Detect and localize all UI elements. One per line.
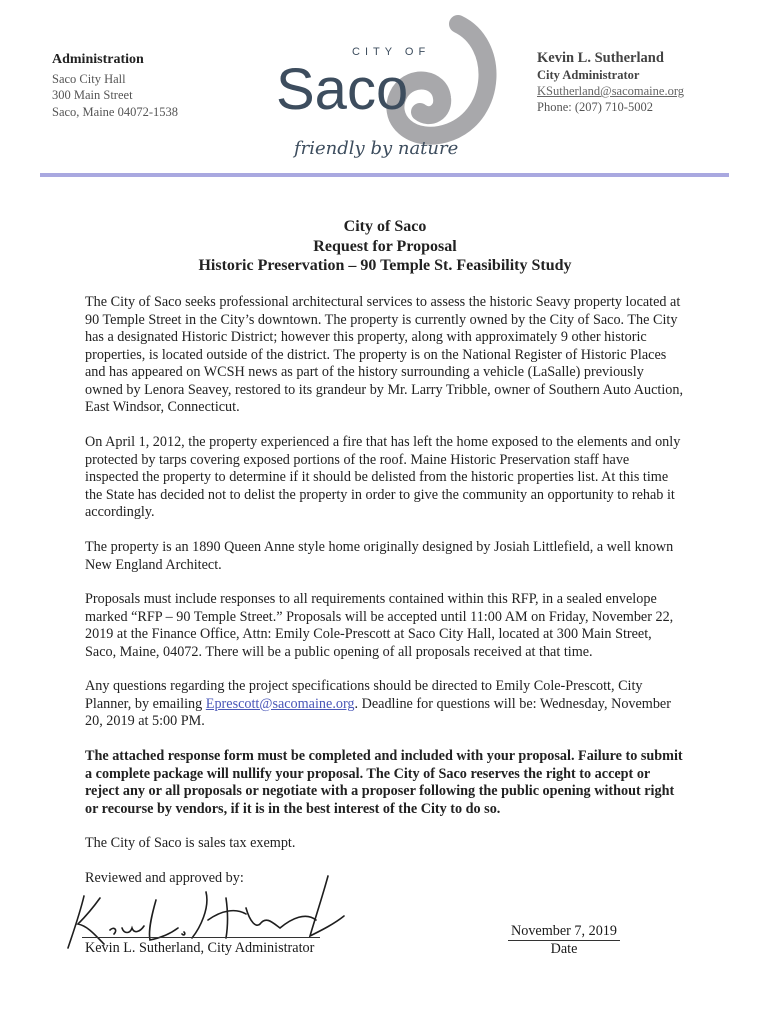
department-title: Administration (52, 52, 144, 67)
bold-notice-paragraph: The attached response form must be completed and included with your proposal. Failure to submit a complete package will nullify your proposal. The City of Saco reserves the right to accept or reject any or all proposals or negotiate with a proposer following the public opening without right or recourse by vendors, if it is in the best interest of the City to do so. (85, 748, 683, 817)
body-paragraph (85, 678, 685, 731)
paragraph-text: Any questions regarding the project specifications should be directed to Emily Cole-Prescott, City Planner, by emailing (85, 678, 643, 712)
signer-name: Kevin L. Sutherland, City Administrator (85, 940, 315, 956)
contact-phone: Phone: (207) 710-5002 (537, 100, 653, 114)
document-title (0, 217, 770, 276)
date-label: Date (550, 941, 578, 957)
header-divider (40, 173, 729, 177)
body-paragraph: On April 1, 2012, the property experienced a fire that has left the home exposed to the elements and only protected by tarps covering exposed portions of the roof. Maine Historic Preservation staff have inspected the property to determine if it should be delisted from the historic properties list. At this time the State has decided not to delist the property in order to give the community an opportunity to rehab it accordingly. (85, 434, 681, 520)
city-of-saco-logo (272, 14, 502, 164)
logo-city-of: CITY OF (352, 46, 431, 58)
signature-date: November 7, 2019 (511, 923, 617, 939)
title-line: City of Saco (343, 218, 427, 235)
body-paragraph: The property is an 1890 Queen Anne style home originally designed by Josiah Littlefield, a well known New England Architect. (85, 539, 674, 573)
contact-email-link[interactable]: KSutherland@sacomaine.org (537, 84, 685, 98)
contact-name: Kevin L. Sutherland (537, 50, 664, 66)
address-line: Saco City Hall (52, 71, 126, 86)
logo-name: Saco (276, 57, 409, 122)
address-line: Saco, Maine 04072-1538 (52, 104, 179, 119)
header-contact-block (537, 50, 684, 115)
signature-line (82, 937, 320, 938)
paragraph-text: . Deadline for questions will be: Wednesday, November 20, 2019 at 5:00 PM. (85, 695, 671, 729)
reviewed-label: Reviewed and approved by: (85, 870, 244, 886)
body-paragraph: The City of Saco seeks professional architectural services to assess the historic Seavy property located at 90 Temple Street in the City’s downtown. The property is currently owned by the City of Saco. The City has a designated Historic District; however this property, along with approximately 9 other historic properties, is located outside of the district. The property is on the National Register of Historic Places and has appeared on WCSH news as part of the history surrounding a vehicle (LaSalle) previously owned by Lenora Seavey, restored to its grandeur by Mr. Larry Tribble, owner of Southern Auto Auction, East Windsor, Connecticut. (85, 294, 683, 415)
title-line: Historic Preservation – 90 Temple St. Feasibility Study (198, 257, 572, 274)
body-paragraph: The City of Saco is sales tax exempt. (85, 835, 296, 851)
planner-email-link[interactable]: Eprescott@sacomaine.org (205, 695, 355, 712)
body-paragraph: Proposals must include responses to all requirements contained within this RFP, in a sealed envelope marked “RFP – 90 Temple Street.” Proposals will be accepted until 11:00 AM on Friday, November 22, 2019 at the Finance Office, Attn: Emily Cole-Prescott at Saco City Hall, located at 300 Main Street, Saco, Maine, 04072. There will be a public opening of all proposals received at that time. (85, 591, 674, 660)
logo-tagline: friendly by nature (294, 138, 459, 159)
contact-role: City Administrator (537, 68, 640, 82)
address-line: 300 Main Street (52, 88, 133, 102)
title-line: Request for Proposal (313, 237, 457, 255)
header-address-block (52, 52, 178, 120)
swirl-icon (395, 24, 487, 136)
